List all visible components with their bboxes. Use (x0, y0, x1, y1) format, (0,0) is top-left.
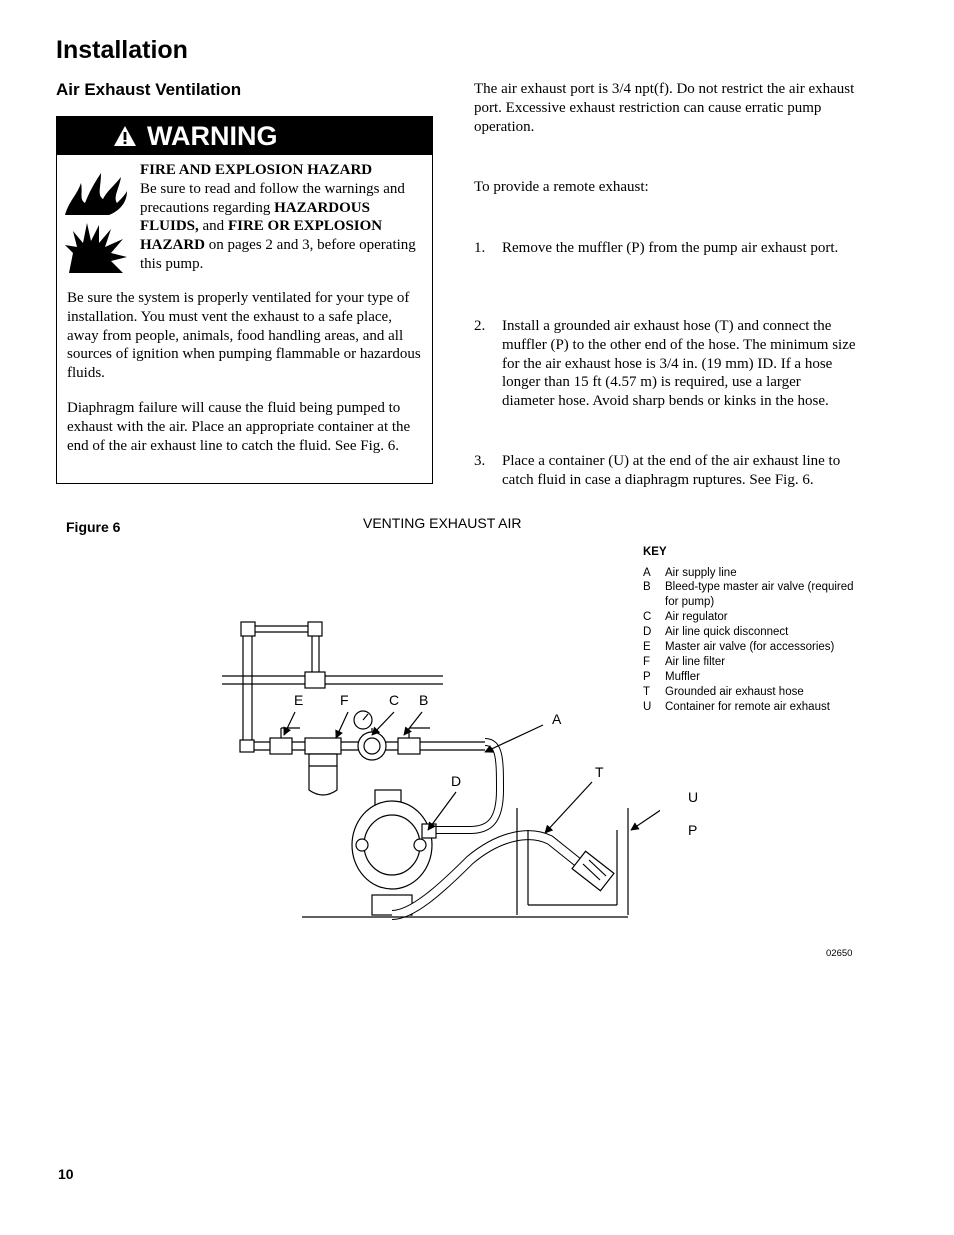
callout-p: P (688, 822, 698, 838)
figure-label: Figure 6 (66, 519, 121, 535)
callout-e: E (294, 692, 304, 708)
key-desc: Air line filter (665, 656, 726, 668)
key-letter: U (643, 701, 652, 713)
step-text: Install a grounded air exhaust hose (T) and connect the muffler (P) to the other end of the hose. The minimum size for the air exhaust hose is 3/4 in. (19 mm) ID. If a hose longer than 15 ft (4.57 m) is required, use a larger diameter hose. Avoid sharp bends or kinks in the hose. (502, 318, 856, 410)
hazard-bold-2: FIRE OR EXPLOSION HAZARD (140, 218, 383, 254)
callout-b: B (419, 692, 429, 708)
page-title: Installation (56, 36, 188, 64)
callout-leaders (284, 712, 660, 833)
key-letter: P (643, 671, 651, 683)
key-letter: D (643, 626, 652, 638)
key-letter: F (643, 656, 651, 668)
key-desc: Air supply line (665, 567, 737, 579)
key-desc: Bleed-type master air valve (required for pump) (665, 581, 854, 608)
callout-f: F (340, 692, 349, 708)
warning-header (57, 117, 432, 155)
key-desc: Muffler (665, 671, 700, 683)
fire-icon (65, 173, 127, 215)
step-text: Place a container (U) at the end of the air exhaust line to catch fluid in case a diaphragm ruptures. See Fig. 6. (502, 453, 841, 488)
explosion-icon (65, 223, 127, 273)
callout-d: D (451, 773, 462, 789)
warning-header-text: WARNING (147, 120, 278, 151)
callout-c: C (389, 692, 400, 708)
key-letter: T (643, 686, 651, 698)
key-letter: B (643, 581, 651, 593)
page-number: 10 (58, 1166, 74, 1182)
callout-t: T (595, 764, 604, 780)
air-regulator (354, 711, 386, 760)
step-number: 1. (474, 240, 486, 256)
key-desc: Master air valve (for accessories) (665, 641, 835, 653)
key-desc: Air regulator (665, 611, 728, 623)
warning-paragraph-diaphragm: Diaphragm failure will cause the fluid being pumped to exhaust with the air. Place an appropriate container at the end of the air exhaust line to catch the fluid. See Fig. 6. (67, 400, 411, 454)
hazard-text (140, 161, 428, 274)
step-number: 2. (474, 318, 486, 334)
hazard-text-2: on pages 2 and 3, before operating this pump. (140, 237, 416, 272)
key-desc: Air line quick disconnect (665, 626, 789, 638)
key-desc: Grounded air exhaust hose (665, 686, 804, 698)
exhaust-port-intro: The air exhaust port is 3/4 npt(f). Do not restrict the air exhaust port. Excessive exhaust restriction can cause erratic pump operation. (474, 81, 855, 135)
key-letter: A (643, 567, 651, 579)
step-number: 3. (474, 453, 486, 469)
warning-paragraph-ventilation: Be sure the system is properly ventilated for your type of installation. You must vent the exhaust to a safe place, away from people, animals, food handling areas, and all sources of ignition when pumping flammable or hazardous fluids. (67, 290, 421, 382)
section-heading: Air Exhaust Ventilation (56, 80, 242, 99)
air-supply-piping (222, 622, 485, 752)
figure-title: VENTING EXHAUST AIR (363, 515, 522, 531)
step-text: Remove the muffler (P) from the pump air exhaust port. (502, 240, 839, 256)
air-supply-hose (432, 742, 500, 830)
warning-box (56, 116, 433, 484)
callout-u: U (688, 789, 699, 805)
key-letter: E (643, 641, 651, 653)
hazard-and: and (202, 218, 225, 235)
remote-exhaust-intro: To provide a remote exhaust: (474, 179, 649, 195)
figure-code: 02650 (826, 948, 853, 959)
callout-a: A (552, 711, 562, 727)
hazard-icons (63, 165, 129, 275)
key-title: KEY (643, 546, 667, 558)
hazard-title: FIRE AND EXPLOSION HAZARD (140, 162, 373, 178)
air-line-filter (305, 738, 341, 795)
key-desc: Container for remote air exhaust (665, 701, 830, 713)
venting-diagram (210, 600, 660, 940)
key-letter: C (643, 611, 652, 623)
hazard-bold-1: HAZARDOUS FLUIDS, (140, 199, 370, 235)
hazard-text-1: Be sure to read and follow the warnings and precautions regarding (140, 180, 405, 216)
warning-triangle-icon (113, 125, 137, 147)
